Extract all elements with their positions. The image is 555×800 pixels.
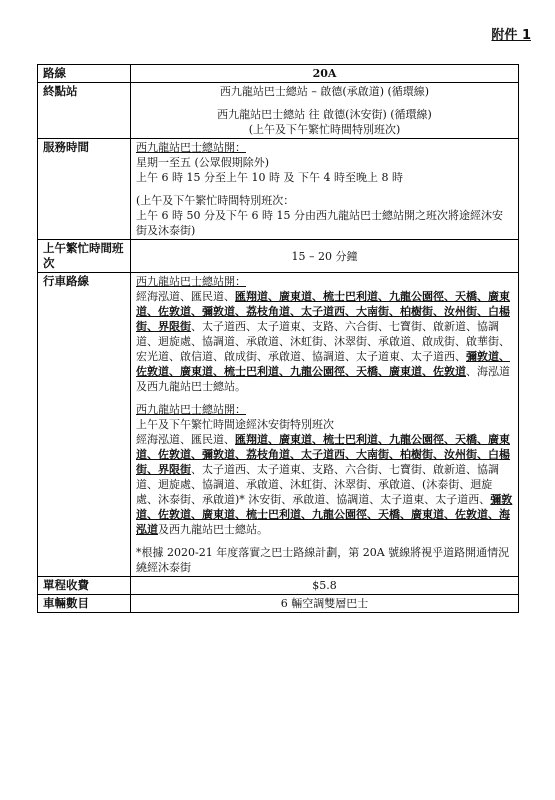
routing-b-text [136,432,513,537]
routing-b-part: 、太子道西、太子道東、支路、六合街、七寶街、啟新道、協調道、迴旋處、協調道、承啟道、沐虹街、沐翠街、承啟道、(沐泰街、迴旋處、沐泰街、承啟道)* 沐安街、承啟道、協調道、太子道東、太子道西、 [136,463,499,506]
terminus-value [131,83,519,139]
routing-b-part: 匯翔道、廣東道、梳士巴利道、九龍公園徑、天橋、廣東道、佐敦道、彌敦道、荔枝角道、太子道西、大南街、柏樹街、汝州街、白楊街、界限街 [136,433,510,476]
terminus-line2: 西九龍站巴士總站 往 啟德(沐安街) (循環線) [217,108,432,121]
fare-label: 單程收費 [38,577,131,595]
routing-a-text [136,289,513,394]
routing-a-part: 、太子道西、太子道東、支路、六合街、七寶街、啟新道、協調道、迴旋處、協調道、承啟道、沐虹街、沐翠街、承啟道、啟成街、啟華街、宏光道、啟信道、啟成街、承啟道、協調道、太子道東、太子道西、 [136,320,510,363]
fare-value: $5.8 [131,577,519,595]
terminus-line1: 西九龍站巴士總站 – 啟德(承啟道) (循環線) [219,85,430,98]
routing-a-part: 匯翔道、廣東道、梳士巴利道、九龍公園徑、天橋、廣東道、佐敦道、彌敦道、荔枝角道、太子道西、大南街、柏樹街、汝州街、白楊街、界限街 [136,290,510,333]
headway-label: 上午繁忙時間班次 [38,240,131,273]
routing-note: *根據 2020-21 年度落實之巴士路線計劃，第 20A 號線將視乎道路開通情況繞經沐泰街 [136,546,510,574]
routing-a-part: 、海泓道及西九龍站巴士總站。 [136,365,510,393]
annex-label: 附件 1 [491,28,531,43]
hours-special-body: 上午 6 時 50 分及下午 6 時 15 分由西九龍站巴士總站開之班次將途經沐安街及沐泰街) [136,209,503,237]
routing-label: 行車路線 [38,273,131,577]
hours-days: 星期一至五 (公眾假期除外) [136,156,270,169]
row-route [38,65,519,83]
routing-b-heading: 西九龍站巴士總站開： [136,403,246,416]
hours-label: 服務時間 [38,139,131,240]
routing-a-heading: 西九龍站巴士總站開： [136,275,246,288]
route-table [37,64,519,613]
terminus-label: 終點站 [38,83,131,139]
row-vehicles [38,595,519,613]
hours-times: 上午 6 時 15 分至上午 10 時 及 下午 4 時至晚上 8 時 [136,171,403,184]
routing-a-part: 經海泓道、匯民道、 [136,290,235,303]
routing-a-part: 彌敦道、佐敦道、廣東道、梳士巴利道、九龍公園徑、天橋、廣東道、佐敦道 [136,350,510,378]
row-fare [38,577,519,595]
routing-value [131,273,519,577]
vehicles-label: 車輛數目 [38,595,131,613]
row-headway [38,240,519,273]
terminus-line3: (上午及下午繁忙時間特別班次) [248,123,401,136]
routing-b-part: 經海泓道、匯民道、 [136,433,235,446]
route-value: 20A [131,65,519,83]
routing-b-sub: 上午及下午繁忙時間途經沐安街特別班次 [136,418,334,431]
hours-special-title: (上午及下午繁忙時間特別班次： [136,194,295,207]
row-hours [38,139,519,240]
headway-value: 15 – 20 分鐘 [131,240,519,273]
routing-b-part: 彌敦道、佐敦道、廣東道、梳士巴利道、九龍公園徑、天橋、廣東道、佐敦道、海泓道 [136,493,513,536]
vehicles-value: 6 輛空調雙層巴士 [131,595,519,613]
hours-value [131,139,519,240]
routing-b-part: 及西九龍站巴士總站。 [158,523,268,536]
row-terminus [38,83,519,139]
hours-heading: 西九龍站巴士總站開： [136,141,246,154]
row-routing [38,273,519,577]
route-label: 路線 [38,65,131,83]
